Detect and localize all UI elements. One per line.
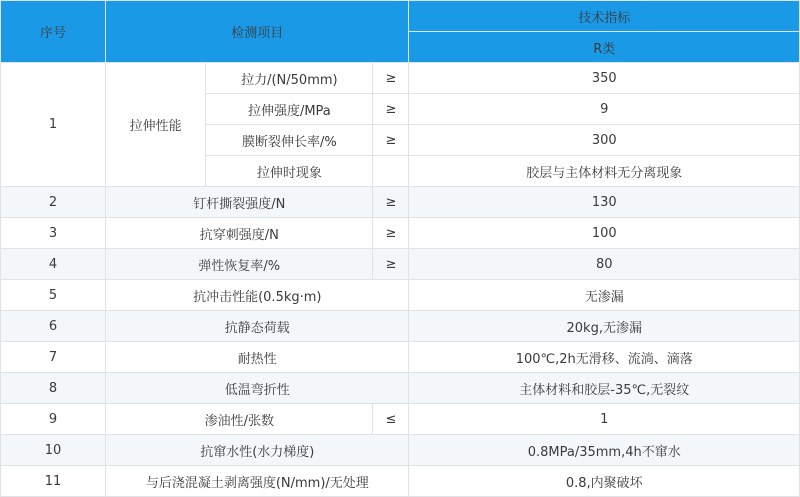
row-item: 低温弯折性	[106, 373, 409, 404]
row-symbol: ≤	[373, 404, 409, 435]
table-row	[1, 249, 800, 280]
row-value: 0.8MPa/35mm,4h不窜水	[409, 435, 800, 466]
row-value: 1	[409, 404, 800, 435]
header-col-item: 检测项目	[106, 1, 409, 63]
row-no: 2	[1, 187, 106, 218]
row-value: 350	[409, 63, 800, 94]
row-value: 130	[409, 187, 800, 218]
row-no: 11	[1, 466, 106, 497]
row-value: 100	[409, 218, 800, 249]
row-item: 弹性恢复率/%	[106, 249, 373, 280]
row-item: 渗油性/张数	[106, 404, 373, 435]
table-row	[1, 404, 800, 435]
table-row	[1, 311, 800, 342]
row-symbol: ≥	[373, 187, 409, 218]
row-symbol: ≥	[373, 249, 409, 280]
row-symbol: ≥	[373, 63, 409, 94]
row-item: 耐热性	[106, 342, 409, 373]
row-item: 抗冲击性能(0.5kg·m)	[106, 280, 409, 311]
row-no: 3	[1, 218, 106, 249]
table-header	[1, 1, 800, 63]
row-item: 抗静态荷载	[106, 311, 409, 342]
table-row	[1, 373, 800, 404]
row-symbol	[373, 156, 409, 187]
row-value: 20kg,无渗漏	[409, 311, 800, 342]
row-symbol: ≥	[373, 218, 409, 249]
row-value: 80	[409, 249, 800, 280]
row-value: 胶层与主体材料无分离现象	[409, 156, 800, 187]
row-value: 9	[409, 94, 800, 125]
row-value: 300	[409, 125, 800, 156]
row-no: 8	[1, 373, 106, 404]
row-group-label: 拉伸性能	[106, 63, 206, 187]
header-col-no: 序号	[1, 1, 106, 63]
row-no: 6	[1, 311, 106, 342]
row-item: 与后浇混凝土剥离强度(N/mm)/无处理	[106, 466, 409, 497]
table-row	[1, 187, 800, 218]
table-row	[1, 218, 800, 249]
row-no: 1	[1, 63, 106, 187]
row-no: 10	[1, 435, 106, 466]
row-no: 4	[1, 249, 106, 280]
row-value: 主体材料和胶层-35℃,无裂纹	[409, 373, 800, 404]
row-no: 5	[1, 280, 106, 311]
row-item: 拉伸强度/MPa	[206, 94, 373, 125]
row-item: 拉力/(N/50mm)	[206, 63, 373, 94]
table-body	[1, 63, 800, 497]
row-no: 9	[1, 404, 106, 435]
header-col-spec-sub: R类	[409, 32, 800, 63]
table-row	[1, 63, 800, 94]
table-row	[1, 342, 800, 373]
row-no: 7	[1, 342, 106, 373]
row-value: 100℃,2h无滑移、流淌、滴落	[409, 342, 800, 373]
row-symbol: ≥	[373, 125, 409, 156]
table-row	[1, 280, 800, 311]
row-item: 膜断裂伸长率/%	[206, 125, 373, 156]
table-row	[1, 435, 800, 466]
row-value: 0.8,内聚破坏	[409, 466, 800, 497]
row-item: 抗穿刺强度/N	[106, 218, 373, 249]
row-item: 抗窜水性(水力梯度)	[106, 435, 409, 466]
row-symbol: ≥	[373, 94, 409, 125]
header-col-spec: 技术指标	[409, 1, 800, 32]
row-item: 钉杆撕裂强度/N	[106, 187, 373, 218]
row-item: 拉伸时现象	[206, 156, 373, 187]
row-value: 无渗漏	[409, 280, 800, 311]
